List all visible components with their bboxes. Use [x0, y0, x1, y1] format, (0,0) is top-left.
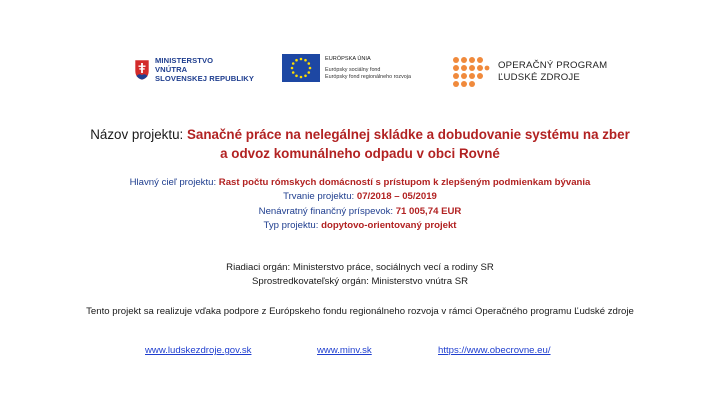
logo-bar	[0, 52, 720, 92]
type-label: Typ projektu:	[263, 220, 322, 232]
op-line1: OPERAČNÝ PROGRAM	[498, 60, 608, 71]
eu-logo	[282, 54, 411, 82]
eu-fund-erdf: Európsky fond regionálneho rozvoja	[325, 73, 412, 80]
project-title-text-1: Sanačné práce na nelegálnej skládke a dobudovanie systému na zber	[186, 127, 630, 142]
ministry-line3: SLOVENSKEJ REPUBLIKY	[155, 74, 255, 83]
goal-label: Hlavný cieľ projektu:	[129, 177, 219, 188]
project-info	[0, 176, 720, 234]
type-row	[0, 219, 720, 233]
slovak-crest-icon	[134, 59, 150, 81]
op-dots-icon	[452, 56, 490, 88]
type-value: dopytovo-orientovaný projekt	[321, 220, 457, 232]
project-title-text-2: a odvoz komunálneho odpadu v obci Rovné	[220, 146, 500, 161]
ministry-logo	[134, 56, 254, 83]
op-logo	[452, 56, 607, 88]
grant-value: 71 005,74 EUR	[395, 205, 462, 217]
project-title	[0, 125, 720, 163]
op-logo-text	[498, 60, 607, 84]
eu-name: EURÓPSKA ÚNIA	[325, 55, 371, 62]
duration-value: 07/2018 – 05/2019	[356, 191, 437, 203]
link-ludskezdroje[interactable]: www.ludskezdroje.gov.sk	[145, 345, 252, 356]
link-obecrovne[interactable]: https://www.obecrovne.eu/	[438, 345, 551, 356]
ministry-line1: MINISTERSTVO	[155, 56, 214, 65]
grant-row	[0, 205, 720, 219]
intermediate-organ: Sprostredkovateľský orgán: Ministerstvo vnútra SR	[251, 276, 469, 288]
eu-flag-icon	[282, 54, 320, 82]
project-title-label: Názov projektu:	[90, 127, 187, 142]
duration-row	[0, 190, 720, 204]
project-title-line1	[0, 125, 720, 144]
ministry-logo-text	[155, 56, 254, 83]
duration-label: Trvanie projektu:	[283, 191, 357, 203]
eu-logo-text	[325, 56, 411, 81]
op-line2: ĽUDSKÉ ZDROJE	[498, 72, 581, 83]
ministry-line2: VNÚTRA	[155, 65, 188, 74]
support-statement: Tento projekt sa realizuje vďaka podpore z Európskeho fondu regionálneho rozvoja v rámci Operačného programu Ľudské zdroje	[86, 306, 634, 317]
managing-organ: Riadiaci orgán: Ministerstvo práce, sociálnych vecí a rodiny SR	[226, 262, 494, 273]
eu-fund-esf: Európsky sociálny fond	[325, 66, 381, 73]
link-minv[interactable]: www.minv.sk	[317, 345, 372, 356]
goal-row	[0, 176, 720, 190]
grant-label: Nenávratný finančný príspevok:	[258, 205, 396, 217]
goal-value: Rast počtu rómskych domácností s prístupom k zlepšeným podmienkam bývania	[218, 177, 591, 188]
organs	[0, 261, 720, 290]
links-row	[0, 345, 720, 359]
